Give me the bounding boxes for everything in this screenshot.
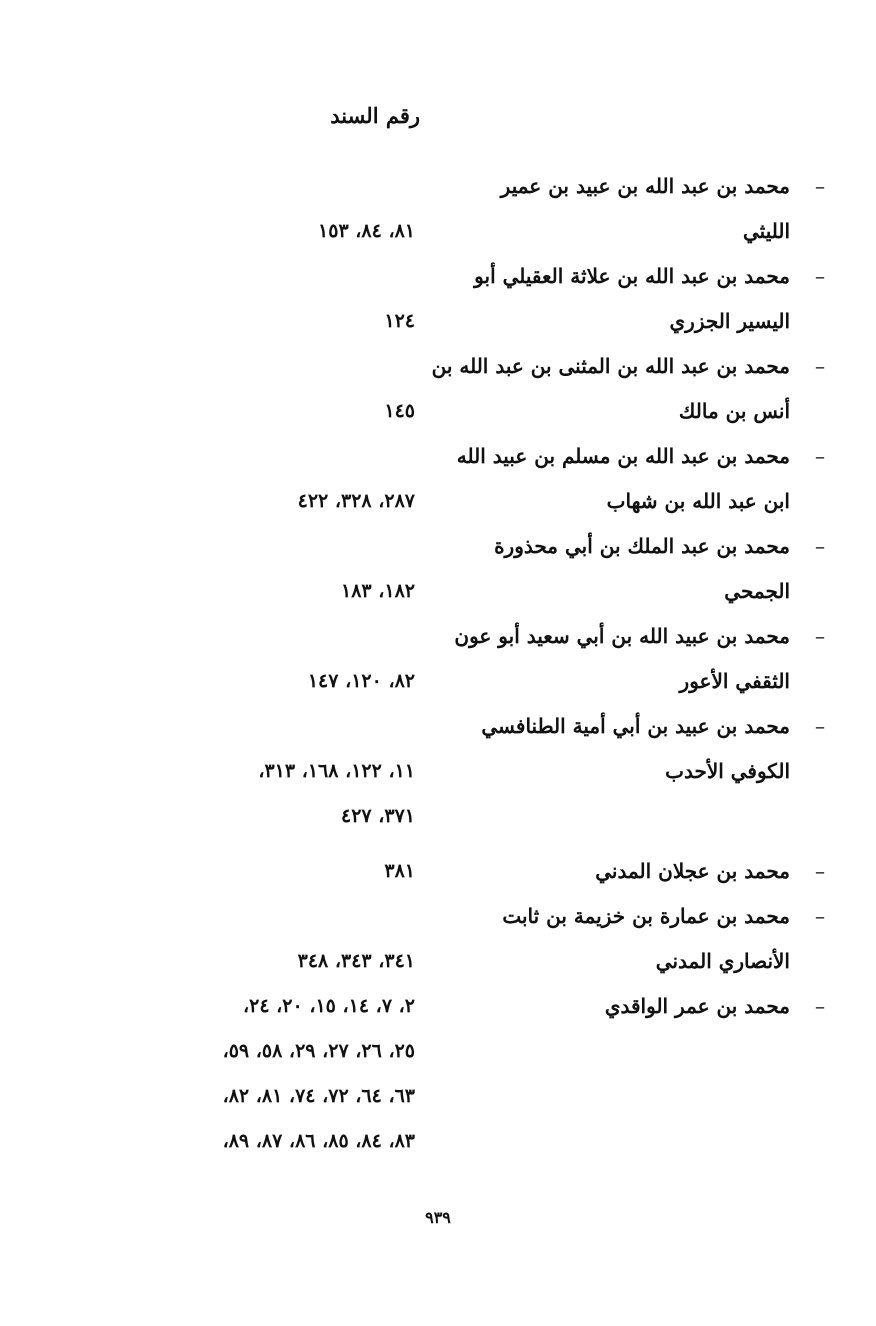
narrator-name [426, 344, 790, 434]
index-entry [0, 894, 876, 984]
narrator-name-line: محمد بن عمر الواقدي [604, 994, 790, 1018]
sanad-reference-numbers [130, 569, 415, 614]
narrator-name-line: محمد بن عبد الله بن علاثة العقيلي أبو [474, 264, 790, 288]
narrator-name-line: محمد بن عبد الله بن المثنى بن عبد الله بن [431, 354, 790, 378]
narrator-name [426, 614, 790, 704]
index-entry [0, 984, 876, 1164]
sanad-reference-line: ٨٣، ٨٤، ٨٥، ٨٦، ٨٧، ٨٩، [222, 1130, 415, 1152]
index-entry [0, 849, 876, 894]
sanad-reference-numbers [130, 659, 415, 704]
entry-bullet-dash: – [815, 859, 825, 883]
sanad-reference-numbers [130, 479, 415, 524]
index-entry [0, 254, 876, 344]
sanad-reference-line: ٣٨١ [384, 860, 415, 882]
sanad-reference-numbers [130, 749, 415, 839]
index-entry [0, 524, 876, 614]
narrator-name [426, 524, 790, 614]
narrator-name-line: محمد بن عبيد الله بن أبي سعيد أبو عون [454, 624, 790, 648]
narrator-name [426, 849, 790, 894]
narrator-name [426, 164, 790, 254]
narrator-name [426, 254, 790, 344]
entry-bullet-dash: – [815, 444, 825, 468]
sanad-reference-line: ٨٢، ١٢٠، ١٤٧ [307, 670, 415, 692]
entry-bullet-dash: – [815, 174, 825, 198]
index-entry [0, 434, 876, 524]
narrator-name-line: محمد بن عبد الله بن مسلم بن عبيد الله [456, 444, 790, 468]
sanad-reference-line: ١٨٢، ١٨٣ [341, 580, 415, 602]
entry-bullet-dash: – [815, 354, 825, 378]
index-entry [0, 344, 876, 434]
sanad-reference-numbers [130, 849, 415, 894]
narrator-name [426, 894, 790, 984]
sanad-reference-line: ١٤٥ [384, 400, 415, 422]
sanad-reference-numbers [130, 939, 415, 984]
entry-bullet-dash: – [815, 624, 825, 648]
entry-bullet-dash: – [815, 994, 825, 1018]
index-entry [0, 704, 876, 849]
sanad-reference-line: ٣٤١، ٣٤٣، ٣٤٨ [297, 950, 415, 972]
sanad-reference-numbers [130, 209, 415, 254]
narrator-name-line: محمد بن عبيد بن أبي أمية الطنافسي [481, 714, 790, 738]
narrator-name-line: محمد بن عجلان المدني [595, 859, 790, 883]
sanad-reference-line: ٦٣، ٦٤، ٧٢، ٧٤، ٨١، ٨٢، [222, 1085, 415, 1107]
narrator-name [426, 434, 790, 524]
entry-bullet-dash: – [815, 904, 825, 928]
narrator-name-line: الجمحي [724, 579, 790, 603]
entry-bullet-dash: – [815, 714, 825, 738]
narrator-index-list [0, 164, 876, 1164]
narrator-name-line: محمد بن عبد الله بن عبيد بن عمير [500, 174, 790, 198]
page-number: ٩٣٩ [425, 1208, 451, 1227]
sanad-reference-line: ٢٨٧، ٣٢٨، ٤٢٢ [297, 490, 415, 512]
entry-bullet-dash: – [815, 534, 825, 558]
sanad-reference-numbers [130, 984, 415, 1164]
sanad-reference-line: ١١، ١٢٢، ١٦٨، ٣١٣، [258, 760, 415, 782]
narrator-name [426, 704, 790, 794]
sanad-reference-line: ٣٧١، ٤٢٧ [341, 805, 415, 827]
narrator-name-line: الليثي [742, 219, 790, 243]
narrator-name-line: اليسير الجزري [669, 309, 790, 333]
narrator-name-line: الكوفي الأحدب [665, 759, 790, 783]
entry-bullet-dash: – [815, 264, 825, 288]
narrator-name-line: محمد بن عبد الملك بن أبي محذورة [494, 534, 790, 558]
sanad-reference-line: ٨١، ٨٤، ١٥٣ [318, 220, 415, 242]
narrator-name-line: الأنصاري المدني [655, 949, 790, 973]
index-entry [0, 614, 876, 704]
narrator-name-line: الثقفي الأعور [679, 669, 790, 693]
sanad-reference-numbers [130, 299, 415, 344]
index-entry [0, 164, 876, 254]
narrator-name-line: أنس بن مالك [678, 399, 790, 423]
narrator-name [426, 984, 790, 1029]
sanad-reference-line: ١٢٤ [384, 310, 415, 332]
narrator-name-line: ابن عبد الله بن شهاب [606, 489, 790, 513]
sanad-reference-line: ٢٥، ٢٦، ٢٧، ٢٩، ٥٨، ٥٩، [222, 1040, 415, 1062]
sanad-reference-line: ٢، ٧، ١٤، ١٥، ٢٠، ٢٤، [242, 995, 415, 1017]
sanad-reference-numbers [130, 389, 415, 434]
column-header-sanad-number: رقم السند [330, 103, 420, 128]
narrator-name-line: محمد بن عمارة بن خزيمة بن ثابت [502, 904, 790, 928]
